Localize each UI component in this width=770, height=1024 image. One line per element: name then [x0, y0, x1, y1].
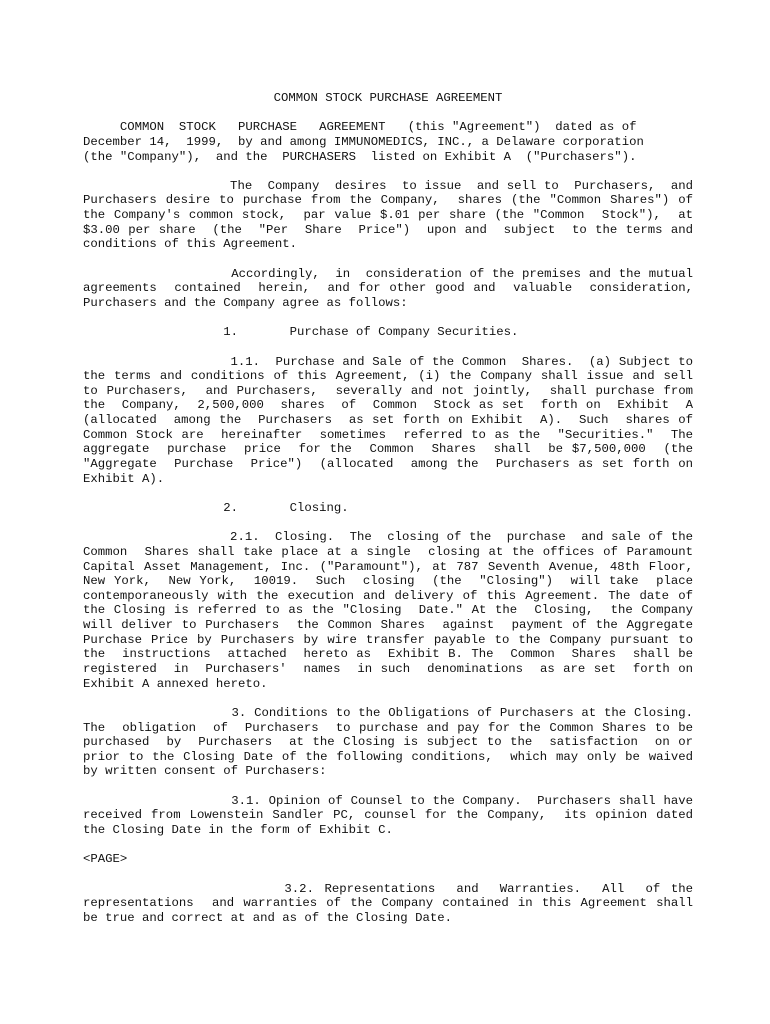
text-line: Common Stock are hereinafter sometimes referred to as the "Securities." The — [83, 427, 693, 442]
text-line: Exhibit A). — [83, 471, 165, 486]
spacer — [83, 311, 693, 326]
text-line: the terms and conditions of this Agreement, (i) the Company shall issue and sell — [83, 369, 693, 384]
text-line: be true and correct at and as of the Closing Date. — [83, 910, 452, 925]
spacer — [83, 838, 693, 853]
text-line: 3.1. Opinion of Counsel to the Company. Purchasers shall have — [83, 793, 693, 808]
text-line: Exhibit A annexed hereto. — [83, 676, 268, 691]
paragraph — [83, 794, 693, 838]
paragraph — [83, 325, 693, 340]
text-line: The Company desires to issue and sell to Purchasers, and — [83, 178, 693, 193]
text-line: Accordingly, in consideration of the premises and the mutual — [83, 266, 693, 281]
paragraph — [83, 267, 693, 311]
text-line: 1.1. Purchase and Sale of the Common Shares. (a) Subject to — [83, 354, 693, 369]
spacer — [83, 340, 693, 355]
spacer — [83, 867, 693, 882]
paragraph — [83, 120, 693, 164]
text-line: aggregate purchase price for the Common Shares shall be $7,500,000 (the — [83, 442, 693, 457]
text-line: Purchasers and the Company agree as follows: — [83, 295, 408, 310]
text-line: the Company, 2,500,000 shares of Common Stock as set forth on Exhibit A — [83, 398, 693, 413]
text-line: 2. Closing. — [83, 500, 349, 515]
text-line: by written consent of Purchasers: — [83, 764, 327, 779]
text-line: Purchase Price by Purchasers by wire transfer payable to the Company pursuant to — [83, 632, 693, 647]
text-line: (allocated among the Purchasers as set forth on Exhibit A). Such shares of — [83, 413, 693, 428]
text-line: New York, New York, 10019. Such closing (the "Closing") will take place — [83, 574, 693, 589]
text-line: December 14, 1999, by and among IMMUNOMEDICS, INC., a Delaware corporation — [83, 134, 644, 149]
paragraph — [83, 501, 693, 516]
text-line: to Purchasers, and Purchasers, severally and not jointly, shall purchase from — [83, 383, 693, 398]
text-line: registered in Purchasers' names in such denominations as are set forth on — [83, 661, 693, 676]
text-line: the Closing is referred to as the "Closing Date." At the Closing, the Company — [83, 603, 693, 618]
text-line: Capital Asset Management, Inc. ("Paramount"), at 787 Seventh Avenue, 48th Floor, — [83, 559, 693, 574]
text-line: <PAGE> — [83, 852, 128, 867]
text-line: 3.2. Representations and Warranties. All of the — [83, 881, 693, 896]
paragraph — [83, 179, 693, 252]
spacer — [83, 486, 693, 501]
text-line: Purchasers desire to purchase from the Company, shares (the "Common Shares") of — [83, 193, 693, 208]
paragraph — [83, 852, 693, 867]
text-line: Common Shares shall take place at a single closing at the offices of Paramount — [83, 544, 693, 559]
text-line: $3.00 per share (the "Per Share Price") upon and subject to the terms and — [83, 222, 693, 237]
text-line: will deliver to Purchasers the Common Shares against payment of the Aggregate — [83, 618, 693, 633]
paragraph — [83, 706, 693, 779]
text-line: 2.1. Closing. The closing of the purchase and sale of the — [83, 530, 693, 545]
document-title: COMMON STOCK PURCHASE AGREEMENT — [273, 91, 503, 105]
spacer — [83, 164, 693, 179]
paragraph — [83, 530, 693, 691]
text-line: The obligation of Purchasers to purchase and pay for the Common Shares to be — [83, 720, 693, 735]
spacer — [83, 516, 693, 531]
text-line: the Closing Date in the form of Exhibit C. — [83, 823, 393, 838]
text-line: purchased by Purchasers at the Closing is subject to the satisfaction on or — [83, 735, 693, 750]
text-line: COMMON STOCK PURCHASE AGREEMENT (this "Agreement") dated as of — [83, 120, 637, 135]
text-line: contemporaneously with the execution and delivery of this Agreement. The date of — [83, 588, 693, 603]
text-line: representations and warranties of the Company contained in this Agreement shall — [83, 896, 693, 911]
spacer — [83, 691, 693, 706]
text-line: the instructions attached hereto as Exhibit B. The Common Shares shall be — [83, 647, 693, 662]
text-line: conditions of this Agreement. — [83, 237, 298, 252]
text-line: 1. Purchase of Company Securities. — [83, 325, 519, 340]
text-line: "Aggregate Purchase Price") (allocated among the Purchasers as set forth on — [83, 457, 693, 472]
spacer — [83, 779, 693, 794]
text-line: 3. Conditions to the Obligations of Purchasers at the Closing. — [83, 705, 693, 720]
spacer — [83, 252, 693, 267]
text-line: prior to the Closing Date of the following conditions, which may only be waived — [83, 749, 693, 764]
paragraph — [83, 355, 693, 487]
spacer — [83, 106, 693, 121]
document-page — [83, 91, 693, 926]
text-line: received from Lowenstein Sandler PC, counsel for the Company, its opinion dated — [83, 808, 693, 823]
text-line: the Company's common stock, par value $.01 per share (the "Common Stock"), at — [83, 208, 693, 223]
text-line: (the "Company"), and the PURCHASERS listed on Exhibit A ("Purchasers"). — [83, 149, 637, 164]
document-body — [83, 120, 693, 925]
text-line: agreements contained herein, and for other good and valuable consideration, — [83, 281, 693, 296]
paragraph — [83, 882, 693, 926]
